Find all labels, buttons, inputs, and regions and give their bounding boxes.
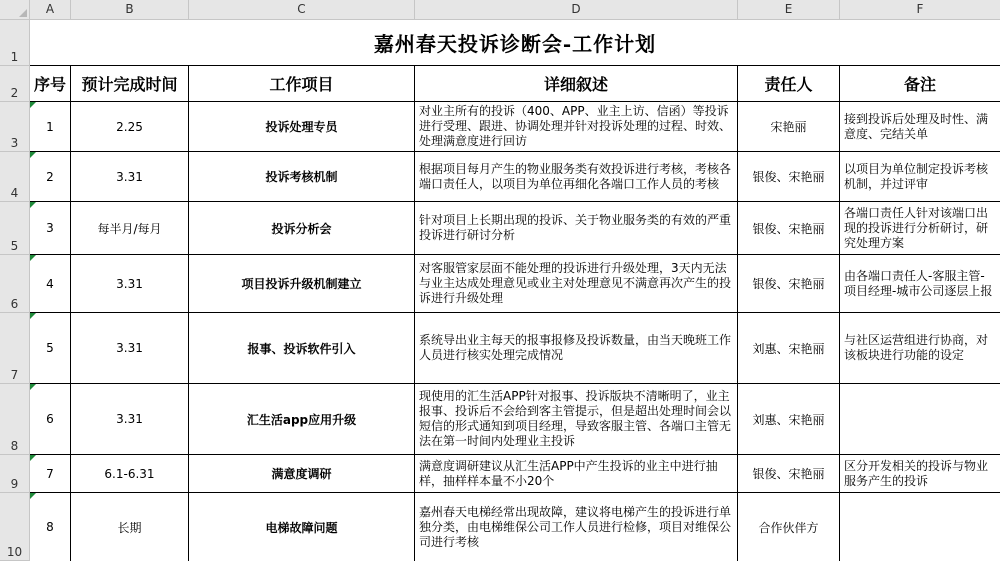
cell-due[interactable]: 每半月/每月 xyxy=(71,202,189,254)
cell-due[interactable]: 3.31 xyxy=(71,152,189,201)
cell-note[interactable]: 由各端口责任人-客服主管-项目经理-城市公司逐层上报 xyxy=(844,268,993,298)
cell-owner[interactable]: 银俊、宋艳丽 xyxy=(738,455,840,492)
column-header-a[interactable]: A xyxy=(30,0,71,20)
cell-owner[interactable]: 刘惠、宋艳丽 xyxy=(738,384,840,454)
cell-note[interactable]: 区分开发相关的投诉与物业服务产生的投诉 xyxy=(844,458,989,488)
header-item[interactable]: 工作项目 xyxy=(189,66,415,101)
cell-seq[interactable]: 6 xyxy=(30,384,71,454)
row-header-2[interactable]: 2 xyxy=(0,66,30,102)
row-header-3[interactable]: 3 xyxy=(0,102,30,152)
cell-detail[interactable]: 根据项目每月产生的物业服务类有效投诉进行考核，考核各端口责任人，以项目为单位再细化各端口工作人员的考核 xyxy=(415,152,738,201)
header-owner[interactable]: 责任人 xyxy=(738,66,840,101)
cell-due[interactable]: 长期 xyxy=(71,493,189,561)
cell-due[interactable]: 3.31 xyxy=(71,313,189,383)
cell-detail[interactable]: 对客服管家层面不能处理的投诉进行升级处理，3天内无法与业主达成处理意见或业主对处理意见不满意再次产生的投诉进行升级处理 xyxy=(415,255,738,312)
cell-item[interactable]: 报事、投诉软件引入 xyxy=(189,313,415,383)
column-header-b[interactable]: B xyxy=(71,0,189,20)
header-note[interactable]: 备注 xyxy=(903,75,936,94)
table-row xyxy=(30,202,1000,255)
cell-seq[interactable]: 8 xyxy=(30,493,71,561)
cell-due[interactable]: 2.25 xyxy=(71,102,189,151)
cell-note[interactable]: 以项目为单位制定投诉考核机制，并过评审 xyxy=(844,161,989,191)
select-all-corner[interactable] xyxy=(0,0,30,20)
cell-note[interactable]: 与社区运营组进行协商，对该板块进行功能的设定 xyxy=(844,333,989,362)
cell-due[interactable]: 3.31 xyxy=(71,255,189,312)
cell-item[interactable]: 电梯故障问题 xyxy=(189,493,415,561)
cell-seq[interactable]: 2 xyxy=(30,152,71,201)
row-header-9[interactable]: 9 xyxy=(0,455,30,493)
table-row xyxy=(30,313,1000,384)
row-header-1[interactable]: 1 xyxy=(0,20,30,66)
cell-detail[interactable]: 满意度调研建议从汇生活APP中产生投诉的业主中进行抽样，抽样样本量不小20个 xyxy=(415,455,738,492)
cell-note[interactable]: 各端口责任人针对该端口出现的投诉进行分析研讨，研究处理方案 xyxy=(844,205,989,250)
table-row xyxy=(30,493,1000,561)
cell-note[interactable] xyxy=(840,493,1000,561)
cell-detail[interactable]: 对业主所有的投诉（400、APP、业主上访、信函）等投诉进行受理、跟进、协调处理并针对投诉处理的过程、时效、处理满意度进行回访 xyxy=(415,102,738,151)
cell-grid xyxy=(30,20,1000,561)
row-header-8[interactable]: 8 xyxy=(0,384,30,455)
cell-note[interactable]: 接到投诉后处理及时性、满意度、完结关单 xyxy=(844,111,989,141)
row-header-10[interactable]: 10 xyxy=(0,493,30,561)
sheet-title[interactable]: 嘉州春天投诉诊断会-工作计划 xyxy=(30,20,1000,66)
cell-due[interactable]: 6.1-6.31 xyxy=(71,455,189,492)
cell-item[interactable]: 投诉处理专员 xyxy=(189,102,415,151)
cell-seq[interactable]: 5 xyxy=(30,313,71,383)
cell-detail[interactable]: 嘉州春天电梯经常出现故障，建议将电梯产生的投诉进行单独分类，由电梯维保公司工作人员进行检修，项目对维保公司进行考核 xyxy=(415,493,738,561)
cell-item[interactable]: 项目投诉升级机制建立 xyxy=(189,255,415,312)
row-header-4[interactable]: 4 xyxy=(0,152,30,202)
cell-owner[interactable]: 刘惠、宋艳丽 xyxy=(738,313,840,383)
cell-seq[interactable]: 4 xyxy=(30,255,71,312)
cell-owner[interactable]: 银俊、宋艳丽 xyxy=(738,152,840,201)
cell-detail[interactable]: 系统导出业主每天的报事报修及投诉数量，由当天晚班工作人员进行核实处理完成情况 xyxy=(415,313,738,383)
cell-seq[interactable]: 7 xyxy=(30,455,71,492)
cell-due[interactable]: 3.31 xyxy=(71,384,189,454)
cell-detail[interactable]: 现使用的汇生活APP针对报事、投诉版块不清晰明了，业主报事、投诉后不会给到客主管提示，但是超出处理时间会以短信的形式通知到项目经理，导致客服主管、各端口主管无法在第一时间内处理业主投诉 xyxy=(415,384,738,454)
table-row xyxy=(30,102,1000,152)
table-header-row xyxy=(30,66,1000,102)
cell-owner[interactable]: 银俊、宋艳丽 xyxy=(738,202,840,254)
cell-owner[interactable]: 宋艳丽 xyxy=(738,102,840,151)
cell-detail[interactable]: 针对项目上长期出现的投诉、关于物业服务类的有效的严重投诉进行研讨分析 xyxy=(415,202,738,254)
header-seq[interactable]: 序号 xyxy=(30,66,71,101)
table-row xyxy=(30,152,1000,202)
column-header-e[interactable]: E xyxy=(738,0,840,20)
row-header-6[interactable]: 6 xyxy=(0,255,30,313)
cell-item[interactable]: 投诉分析会 xyxy=(189,202,415,254)
cell-item[interactable]: 投诉考核机制 xyxy=(189,152,415,201)
row-header-strip xyxy=(0,20,30,561)
cell-seq[interactable]: 3 xyxy=(30,202,71,254)
column-header-f[interactable]: F xyxy=(840,0,1000,20)
column-header-d[interactable]: D xyxy=(415,0,738,20)
cell-seq[interactable]: 1 xyxy=(30,102,71,151)
column-header-c[interactable]: C xyxy=(189,0,415,20)
table-row xyxy=(30,455,1000,493)
row-header-7[interactable]: 7 xyxy=(0,313,30,384)
cell-item[interactable]: 汇生活app应用升级 xyxy=(189,384,415,454)
column-header-strip xyxy=(0,0,1000,20)
table-row xyxy=(30,255,1000,313)
cell-owner[interactable]: 银俊、宋艳丽 xyxy=(738,255,840,312)
row-header-5[interactable]: 5 xyxy=(0,202,30,255)
cell-item[interactable]: 满意度调研 xyxy=(189,455,415,492)
table-row xyxy=(30,384,1000,455)
cell-note[interactable] xyxy=(840,384,1000,454)
header-detail[interactable]: 详细叙述 xyxy=(415,66,738,101)
header-due[interactable]: 预计完成时间 xyxy=(71,66,189,101)
cell-owner[interactable]: 合作伙伴方 xyxy=(738,493,840,561)
